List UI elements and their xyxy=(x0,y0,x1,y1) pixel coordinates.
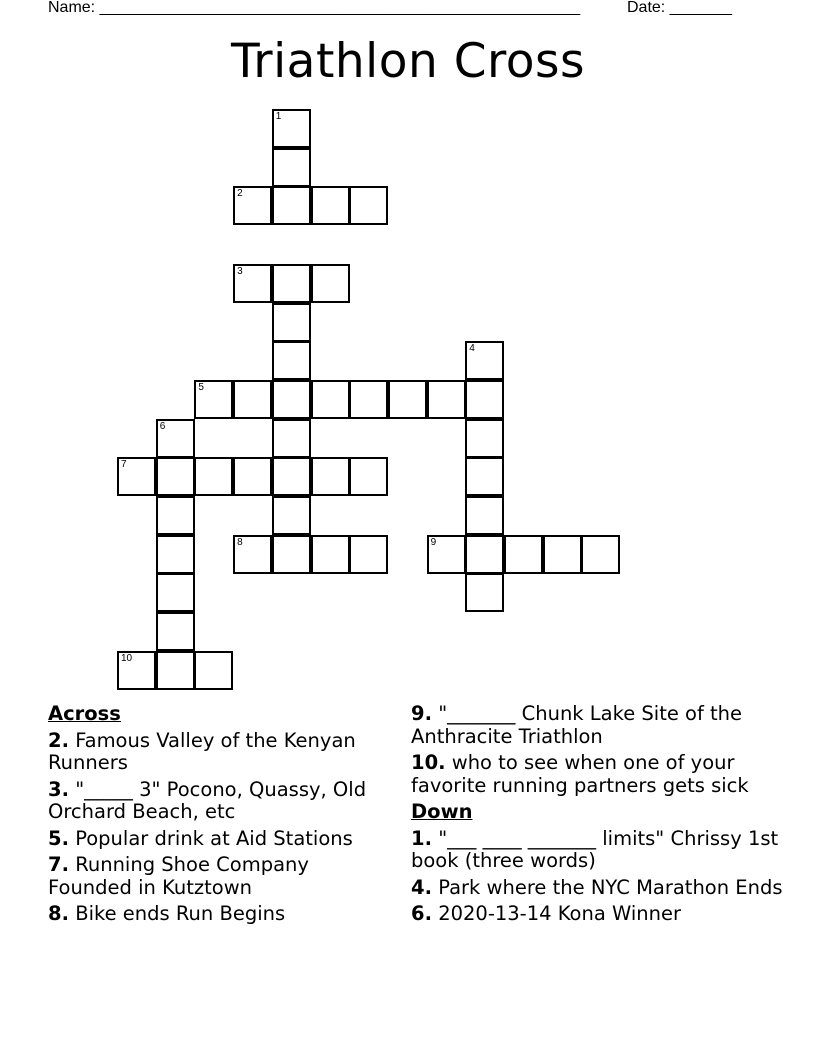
clue-number: 3. xyxy=(48,777,69,801)
clue-text: "_______ Chunk Lake Site of the Anthracite Triathlon xyxy=(411,702,743,748)
clue-text: Bike ends Run Begins xyxy=(75,902,286,925)
crossword-cell[interactable] xyxy=(465,341,504,380)
crossword-cell[interactable] xyxy=(156,496,195,535)
clue-number: 7. xyxy=(48,853,69,876)
cell-number: 8 xyxy=(237,536,243,548)
clue-item xyxy=(411,903,791,926)
clue-item xyxy=(411,752,791,797)
crossword-cell[interactable] xyxy=(156,535,195,574)
clue-text: who to see when one of your favorite running partners gets sick xyxy=(411,751,749,797)
crossword-cell[interactable] xyxy=(156,612,195,651)
crossword-cell[interactable] xyxy=(465,535,504,574)
crossword-cell[interactable] xyxy=(349,380,388,419)
crossword-cell[interactable] xyxy=(388,380,427,419)
crossword-cell[interactable] xyxy=(465,573,504,612)
clues-column-left xyxy=(48,703,398,930)
crossword-cell[interactable] xyxy=(156,573,195,612)
clue-text: Popular drink at Aid Stations xyxy=(75,826,353,850)
crossword-cell[interactable] xyxy=(117,457,156,496)
crossword-cell[interactable] xyxy=(272,496,311,535)
crossword-cell[interactable] xyxy=(194,651,233,690)
across-heading: Across xyxy=(48,702,121,725)
clue-text: "_____ 3" Pocono, Quassy, Old Orchard Beach, etc xyxy=(48,777,367,823)
cell-number: 9 xyxy=(430,536,437,548)
across-clue-list xyxy=(48,730,398,926)
crossword-cell[interactable] xyxy=(311,535,350,574)
across-clue-list-continued xyxy=(411,703,791,797)
crossword-cell[interactable] xyxy=(311,380,350,419)
clue-item xyxy=(48,828,398,851)
clue-item xyxy=(48,779,398,824)
cell-number: 4 xyxy=(469,343,475,355)
clue-item xyxy=(48,903,398,926)
clues-column-right xyxy=(411,703,791,930)
clue-number: 8. xyxy=(48,902,69,925)
crossword-cell[interactable] xyxy=(349,457,388,496)
crossword-cell[interactable] xyxy=(272,341,311,380)
clue-text: "___ ____ _______ limits" Chrissy 1st book (three words) xyxy=(411,826,779,872)
crossword-cell[interactable] xyxy=(117,651,156,690)
date-field-line: Date: _______ xyxy=(627,0,732,16)
crossword-cell[interactable] xyxy=(581,535,620,574)
crossword-cell[interactable] xyxy=(311,457,350,496)
crossword-cell[interactable] xyxy=(272,264,311,303)
crossword-cell[interactable] xyxy=(272,148,311,187)
cell-number: 5 xyxy=(198,381,204,393)
clue-text: Park where the NYC Marathon Ends xyxy=(438,875,783,899)
cell-number: 7 xyxy=(121,459,127,471)
clue-number: 9. xyxy=(411,702,432,725)
crossword-cell[interactable] xyxy=(427,380,466,419)
crossword-cell[interactable] xyxy=(233,380,272,419)
down-clue-list xyxy=(411,828,791,926)
clue-number: 1. xyxy=(411,826,432,850)
crossword-cell[interactable] xyxy=(194,380,233,419)
crossword-cell[interactable] xyxy=(156,419,195,458)
clue-text: 2020-13-14 Kona Winner xyxy=(438,902,681,925)
crossword-cell[interactable] xyxy=(272,303,311,342)
clue-number: 6. xyxy=(411,902,432,925)
cell-number: 10 xyxy=(121,652,133,664)
cell-number: 1 xyxy=(275,111,282,122)
cell-number: 6 xyxy=(159,420,166,432)
crossword-cell[interactable] xyxy=(465,380,504,419)
clue-item xyxy=(411,877,791,900)
clue-number: 4. xyxy=(411,875,432,899)
down-heading: Down xyxy=(411,800,473,823)
cell-number: 3 xyxy=(237,265,243,277)
clue-item xyxy=(48,854,398,899)
crossword-cell[interactable] xyxy=(233,186,272,225)
crossword-cell[interactable] xyxy=(543,535,582,574)
crossword-cell[interactable] xyxy=(272,457,311,496)
crossword-cell[interactable] xyxy=(349,186,388,225)
clue-item xyxy=(411,828,791,873)
crossword-cell[interactable] xyxy=(465,419,504,458)
crossword-cell[interactable] xyxy=(272,419,311,458)
cell-number: 2 xyxy=(237,188,243,200)
crossword-cell[interactable] xyxy=(194,457,233,496)
puzzle-title: Triathlon Cross xyxy=(230,34,586,89)
crossword-cell[interactable] xyxy=(427,535,466,574)
crossword-cell[interactable] xyxy=(233,264,272,303)
crossword-cell[interactable] xyxy=(272,109,311,148)
crossword-cell[interactable] xyxy=(272,535,311,574)
crossword-cell[interactable] xyxy=(349,535,388,574)
crossword-cell[interactable] xyxy=(311,264,350,303)
crossword-cell[interactable] xyxy=(465,496,504,535)
clue-text: Famous Valley of the Kenyan Runners xyxy=(48,728,356,774)
clue-number: 10. xyxy=(411,751,446,774)
crossword-cell[interactable] xyxy=(311,186,350,225)
crossword-cell[interactable] xyxy=(272,380,311,419)
clue-number: 5. xyxy=(48,826,69,850)
crossword-cell[interactable] xyxy=(272,186,311,225)
crossword-cell[interactable] xyxy=(156,651,195,690)
clue-number: 2. xyxy=(48,728,69,752)
clue-item xyxy=(48,730,398,775)
clue-text: Running Shoe Company Founded in Kutztown xyxy=(48,853,309,899)
crossword-cell[interactable] xyxy=(233,535,272,574)
crossword-cell[interactable] xyxy=(504,535,543,574)
crossword-cell[interactable] xyxy=(156,457,195,496)
crossword-cell[interactable] xyxy=(465,457,504,496)
crossword-cell[interactable] xyxy=(233,457,272,496)
clue-item xyxy=(411,703,791,748)
name-field-line: Name: ______________________________________________________ xyxy=(48,0,581,16)
